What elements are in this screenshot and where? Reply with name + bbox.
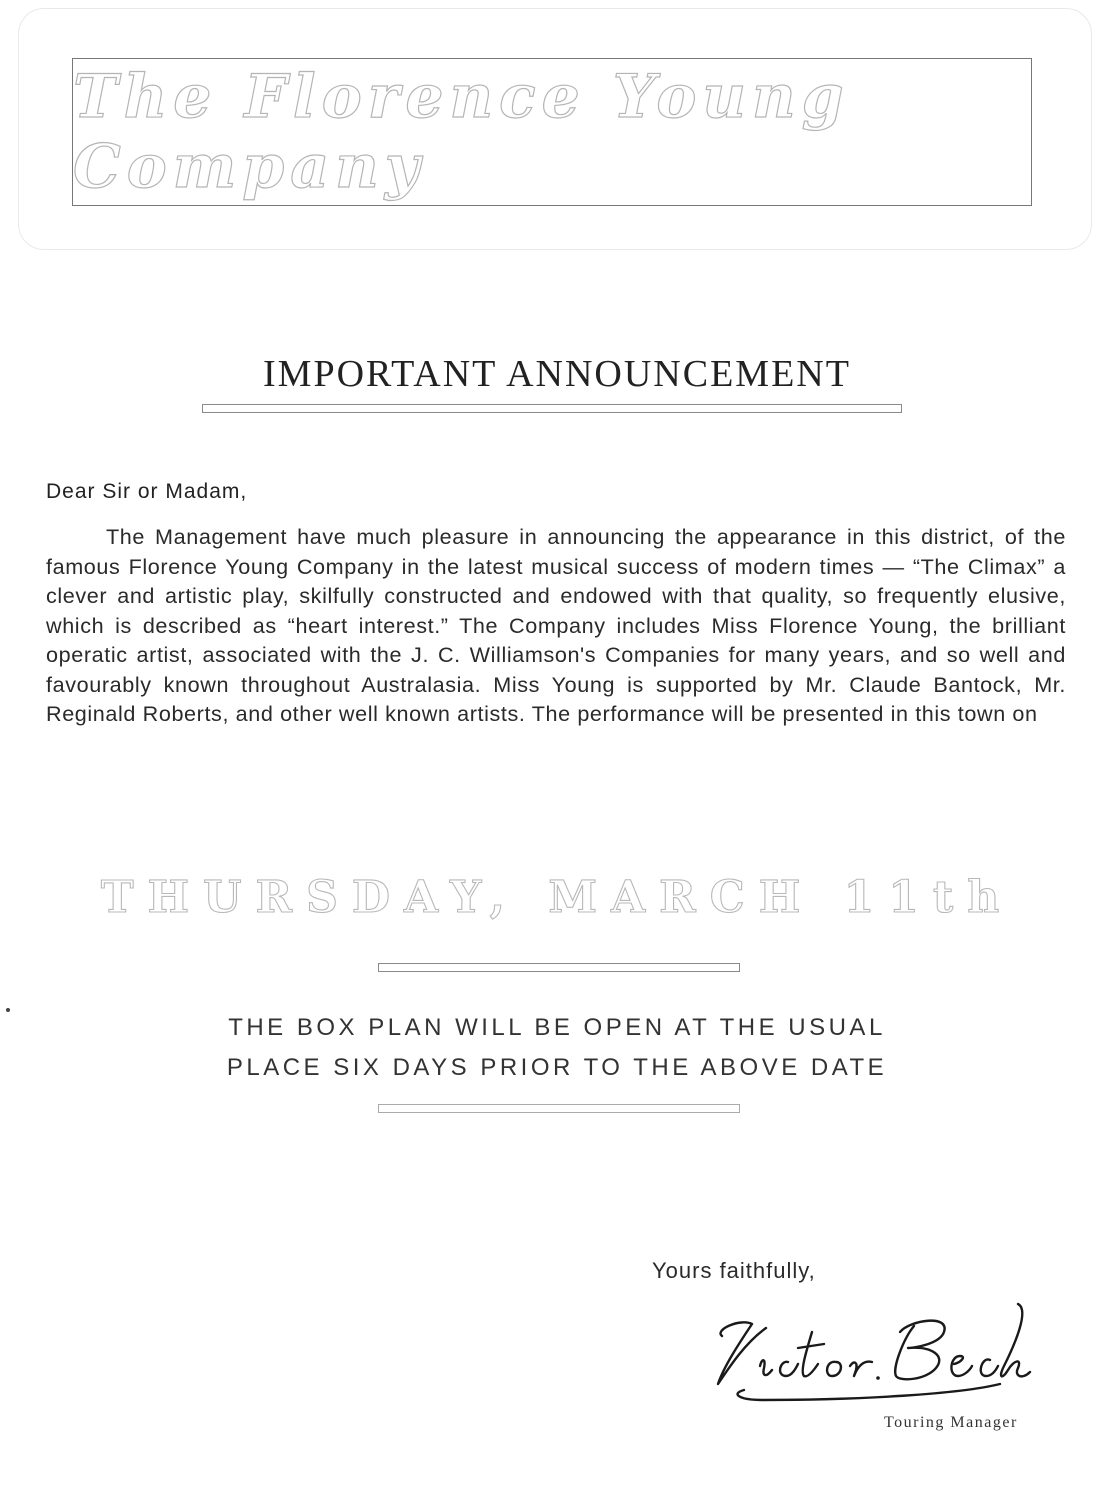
faded-illegible-line-1	[0, 1160, 1114, 1188]
title-underline-rule	[202, 404, 902, 413]
letterhead-company-name: The Florence Young Company	[73, 62, 850, 202]
faded-illegible-line-2	[0, 1188, 1114, 1216]
letterhead-box	[72, 58, 1032, 206]
box-plan-notice	[0, 1008, 1114, 1088]
box-plan-line-2: PLACE SIX DAYS PRIOR TO THE ABOVE DATE	[226, 1054, 888, 1081]
faded-illegible-notice	[0, 1160, 1114, 1216]
letter-body-paragraph: The Management have much pleasure in announcing the appearance in this district, of the famous Florence Young Company in the latest musical success of modern times — “The Climax” a clever and artistic play, skilfully constructed and endowed with that quality, so frequently elusive, which is described as “heart interest.” The Company includes Miss Florence Young, the brilliant operatic artist, associated with the J. C. Williamson's Companies for many years, and so well and favourably known throughout Australasia. Miss Young is supported by Mr. Claude Bantock, Mr. Reginald Roberts, and other well known artists. The performance will be presented in this town on	[46, 524, 1066, 726]
announcement-title: IMPORTANT ANNOUNCEMENT	[263, 353, 851, 395]
closing-line: Yours faithfully,	[652, 1258, 816, 1283]
date-underline-rule	[378, 963, 740, 972]
salutation: Dear Sir or Madam,	[46, 480, 248, 503]
handwritten-signature	[700, 1296, 1040, 1416]
signer-title: Touring Manager	[884, 1414, 1018, 1431]
box-plan-underline-rule	[378, 1104, 740, 1113]
performance-date: THURSDAY, MARCH 11th	[100, 872, 1014, 923]
box-plan-line-1: THE BOX PLAN WILL BE OPEN AT THE USUAL	[228, 1014, 886, 1041]
